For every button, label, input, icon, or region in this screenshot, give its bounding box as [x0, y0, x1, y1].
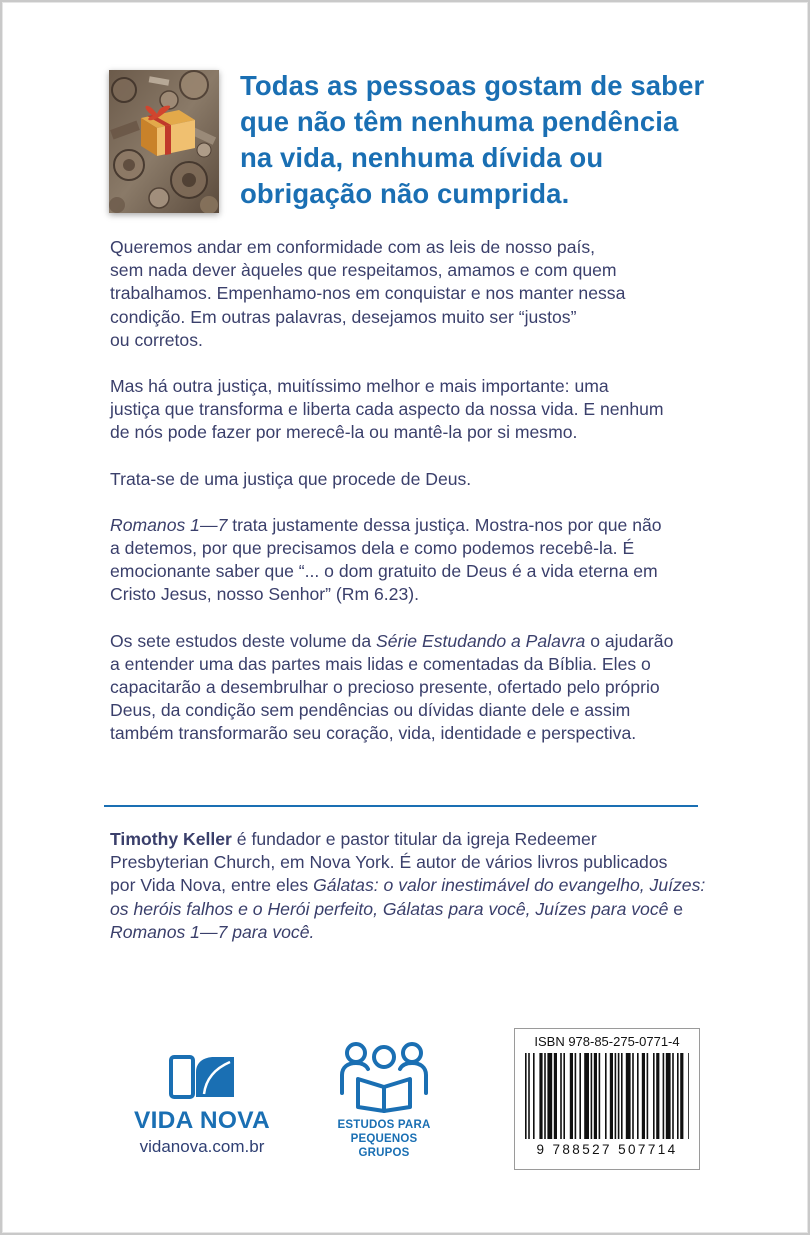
text-line [110, 921, 730, 944]
publisher-block [122, 1054, 282, 1157]
barcode-bar [525, 1053, 527, 1139]
barcode-bar [605, 1053, 607, 1139]
text-run: trata justamente dessa justiça. Mostra-nos por que não [227, 514, 662, 535]
barcode-bar [666, 1053, 671, 1139]
barcode-bars [525, 1053, 689, 1139]
text-line: Deus, da condição sem pendências ou dívidas diante dele e assim [110, 700, 631, 721]
barcode-bar [539, 1053, 542, 1139]
barcode-bar [533, 1053, 535, 1139]
barcode-bar [560, 1053, 562, 1139]
series-badge [324, 1035, 444, 1160]
text-line [110, 874, 730, 897]
paragraph-5 [110, 630, 715, 746]
barcode-bar [680, 1053, 683, 1139]
barcode-digits: 9 788527 507714 [536, 1142, 678, 1157]
barcode-bar [599, 1053, 601, 1139]
paragraph-2 [110, 375, 715, 445]
text-line: de nós pode fazer por merecê-la ou mantê-la por si mesmo. [110, 422, 578, 443]
barcode-bar [677, 1053, 679, 1139]
text-line: trabalhamos. Empenhamo-nos em conquistar e nos manter nessa [110, 283, 626, 304]
text-run: Os sete estudos deste volume da [110, 630, 377, 651]
headline-line: Todas as pessoas gostam de saber [240, 70, 705, 101]
book-titles: os heróis falhos e o Herói perfeito, Gálatas para você, Juízes para você [110, 898, 669, 919]
barcode-bar [632, 1053, 634, 1139]
author-name: Timothy Keller [110, 829, 232, 849]
barcode-bar [642, 1053, 645, 1139]
publisher-website: vidanova.com.br [139, 1137, 265, 1156]
barcode-bar [618, 1053, 620, 1139]
barcode-bar [579, 1053, 581, 1139]
barcode-bar [544, 1053, 546, 1139]
text-run: e [668, 898, 684, 919]
barcode-bar [626, 1053, 631, 1139]
headline [240, 68, 740, 212]
text-line: ou corretos. [110, 329, 203, 350]
publisher-name: VIDA NOVA [133, 1107, 271, 1134]
blurb [110, 236, 715, 769]
gift-box-photo [109, 70, 219, 213]
author-bio [110, 828, 730, 944]
text-line: emocionante saber que “... o dom gratuito de Deus é a vida eterna em [110, 561, 658, 582]
text-line [110, 630, 715, 653]
isbn-barcode [514, 1028, 700, 1170]
text-line: Trata-se de uma justiça que procede de Deus. [110, 468, 472, 489]
text-line [110, 898, 730, 921]
text-line: também transformarão seu coração, vida, identidade e perspectiva. [110, 723, 637, 744]
barcode-bar [637, 1053, 639, 1139]
barcode-bar [653, 1053, 655, 1139]
barcode-bar [647, 1053, 649, 1139]
barcode-bar [621, 1053, 623, 1139]
paragraph-1 [110, 236, 715, 352]
book-title: Romanos 1—7 [110, 514, 228, 535]
barcode-bar [672, 1053, 674, 1139]
book-titles: Romanos 1—7 para você. [110, 921, 315, 942]
text-line: justiça que transforma e liberta cada aspecto da nossa vida. E nenhum [110, 399, 664, 420]
vida-nova-book-leaf-icon [168, 1054, 236, 1100]
text-line: a entender uma das partes mais lidas e comentadas da Bíblia. Eles o [110, 653, 651, 674]
text-line: condição. Em outras palavras, desejamos muito ser “justos” [110, 306, 577, 327]
barcode-bar [547, 1053, 552, 1139]
barcode-bar [610, 1053, 613, 1139]
series-title: Série Estudando a Palavra [376, 630, 586, 651]
headline-line: que não têm nenhuma pendência [240, 106, 679, 137]
barcode-bar [575, 1053, 577, 1139]
barcode-bar [591, 1053, 593, 1139]
text-line [110, 828, 730, 851]
text-line: sem nada dever àqueles que respeitamos, amamos e com quem [110, 260, 617, 281]
barcode-bar [584, 1053, 589, 1139]
barcode-bar [570, 1053, 573, 1139]
text-line: Presbyterian Church, em Nova York. É autor de vários livros publicados [110, 852, 668, 873]
barcode-bar [656, 1053, 659, 1139]
text-run: o ajudarão [585, 630, 674, 651]
isbn-number: ISBN 978-85-275-0771-4 [534, 1034, 680, 1049]
paragraph-3 [110, 468, 715, 491]
headline-line: obrigação não cumprida. [240, 178, 570, 209]
reading-group-icon [334, 1035, 434, 1113]
text-line: a detemos, por que precisamos dela e como podemos recebê-la. É [110, 538, 635, 559]
barcode-bar [554, 1053, 557, 1139]
barcode-bar [615, 1053, 617, 1139]
divider [104, 805, 698, 807]
text-line: Cristo Jesus, nosso Senhor” (Rm 6.23). [110, 584, 419, 605]
text-line: Mas há outra justiça, muitíssimo melhor e mais importante: uma [110, 376, 609, 397]
series-label-line1: ESTUDOS PARA [337, 1119, 431, 1131]
barcode-bar [563, 1053, 565, 1139]
series-label-line2: PEQUENOS GRUPOS [350, 1133, 418, 1159]
barcode-bar [663, 1053, 665, 1139]
book-titles: Gálatas: o valor inestimável do evangelho, Juízes: [313, 875, 706, 896]
barcode-bar [688, 1053, 689, 1139]
headline-line: na vida, nenhuma dívida ou [240, 142, 604, 173]
text-run: é fundador e pastor titular da igreja Redeemer [231, 829, 597, 849]
barcode-bar [528, 1053, 530, 1139]
text-line: capacitarão a desembrulhar o precioso presente, ofertado pelo próprio [110, 677, 660, 698]
paragraph-4 [110, 514, 715, 607]
text-run: por Vida Nova, entre eles [110, 875, 314, 896]
text-line [110, 514, 715, 537]
barcode-bar [594, 1053, 597, 1139]
text-line: Queremos andar em conformidade com as leis de nosso país, [110, 237, 596, 257]
